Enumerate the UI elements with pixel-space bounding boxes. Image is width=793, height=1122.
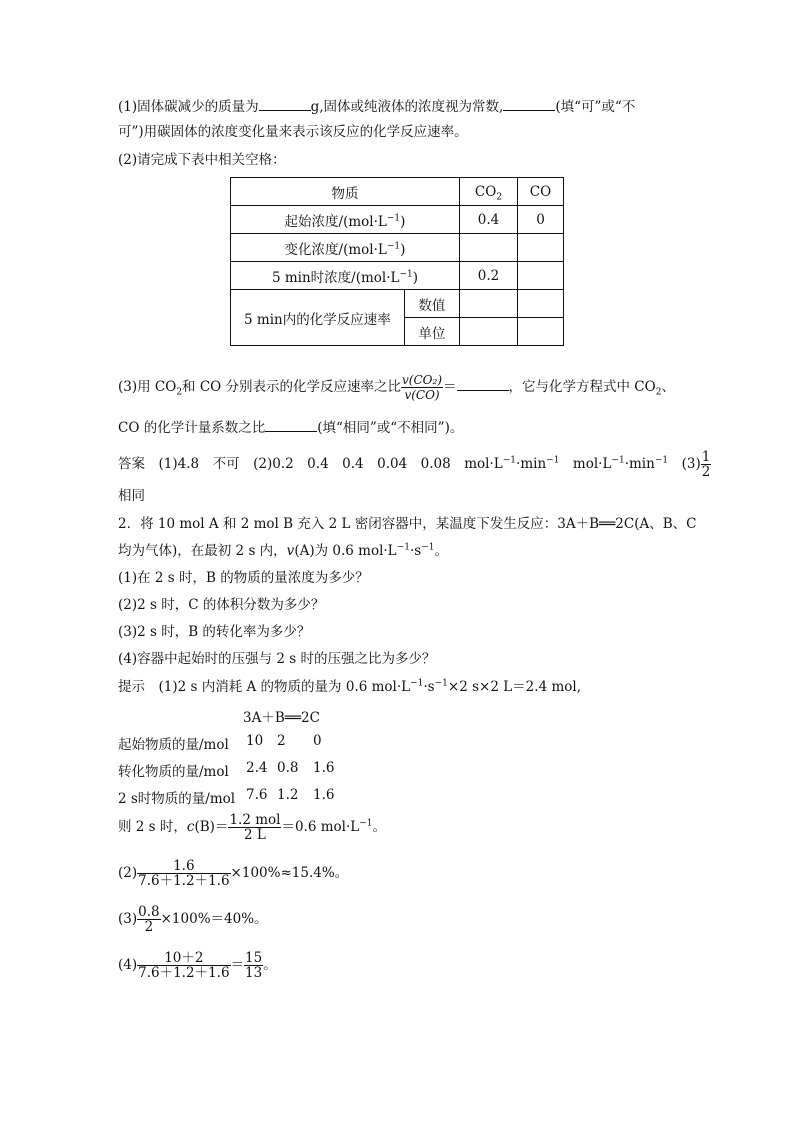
- cell-change-co2[interactable]: [460, 234, 518, 262]
- stoich-row-label: 2 s时物质的量/mol: [118, 791, 236, 807]
- a4-result-fraction: $\frac{15}{13}$: [245, 950, 263, 981]
- hint-line1: 提示 (1)2 s 内消耗 A 的物质的量为 0.6 $mol\cdot L^{-1}\cdot s^{-1}\times 2$ s×2 L＝2.4 mol,: [118, 678, 581, 695]
- cell-initial-co: 0: [518, 206, 564, 234]
- q1-line1: [118, 96, 635, 116]
- p2-q2: (2)2 s 时，C 的体积分数为多少？: [118, 597, 325, 613]
- table-row: [231, 290, 564, 318]
- stoich-cell: 2.4: [246, 760, 268, 776]
- stoich-row-label: 转化物质的量/mol: [118, 764, 229, 780]
- row-at5-label: 5 min时浓度$/(mol\cdot L^{-1})$: [231, 262, 460, 290]
- q2-label: (2)请完成下表中相关空格：: [118, 152, 286, 168]
- q3-line2: CO 的化学计量系数之比 (填“相同”或“不相同”)。: [118, 417, 463, 437]
- blank-ratio[interactable]: [457, 376, 509, 391]
- a3-fraction: $\frac{0.8}{2}$: [138, 904, 160, 935]
- p2-q4: (4)容器中起始时的压强与 2 s 时的压强之比为多少？: [118, 651, 436, 667]
- stoich-row-label: 起始物质的量/mol: [118, 737, 229, 753]
- blank-can[interactable]: [503, 96, 555, 111]
- stoich-cell: 7.6: [246, 787, 268, 803]
- blank-same[interactable]: [265, 417, 317, 432]
- cell-rate-value-co[interactable]: [518, 290, 564, 318]
- table-header-row: [231, 178, 564, 206]
- cell-rate-value-co2[interactable]: [460, 290, 518, 318]
- row-change-label: 变化浓度$/(mol\cdot L^{-1})$: [231, 234, 460, 262]
- concentration-table: [230, 177, 564, 346]
- hint-label: 提示: [118, 679, 145, 695]
- cb-line: 则 2 s 时，c(B)＝ $\frac{\text{1.2 mol}}{2 L}$ ＝0.6 $mol\cdot L^{-1}$。: [118, 812, 386, 843]
- stoich-cell: 0: [313, 733, 322, 749]
- stoich-cell: 0.8: [277, 760, 299, 776]
- answer-line: 答案 (1)4.8 不可 (2)0.2 0.4 0.4 0.04 0.08 $mol\cdot L^{-1}\cdot\min^{-1}$ $mol\cdot L^{-1}\cdot\min^{-1}$ (3) $\frac{1}{2}$: [118, 449, 711, 480]
- row-rate-value-label: 数值: [404, 290, 459, 318]
- p2-q1: (1)在 2 s 时，B 的物质的量浓度为多少？: [118, 570, 369, 586]
- p2-line2: 均为气体)，在最初 2 s 内，v(A)为 0.6 $mol\cdot L^{-1}\cdot s^{-1}$。: [118, 542, 448, 559]
- q1-line2: 可”)用碳固体的浓度变化量来表示该反应的化学反应速率。: [118, 124, 468, 140]
- answer-fraction: $\frac{1}{2}$: [701, 449, 711, 480]
- answer-label: 答案: [118, 456, 145, 472]
- a4-line: (4) $\frac{10+2}{7.6+1.2+1.6}$ ＝ $\frac{15}{13}$ 。: [118, 950, 277, 981]
- cell-initial-co2: 0.4: [460, 206, 518, 234]
- row-initial-label: 起始浓度$/(mol\cdot L^{-1})$: [231, 206, 460, 234]
- cell-at5-co2: 0.2: [460, 262, 518, 290]
- header-substance: 物质: [231, 178, 460, 206]
- table-row: [231, 206, 564, 234]
- p2-q3: (3)2 s 时，B 的转化率为多少？: [118, 624, 311, 640]
- q1-text-a: (1)固体碳减少的质量为: [118, 99, 259, 115]
- a4-fraction: $\frac{10+2}{7.6+1.2+1.6}$: [138, 950, 230, 981]
- cell-change-co[interactable]: [518, 234, 564, 262]
- reaction-equation: 3A＋B══2C: [243, 710, 320, 726]
- row-rate-label: 5 min内的化学反应速率: [231, 290, 405, 346]
- cell-at5-co[interactable]: [518, 262, 564, 290]
- cell-rate-unit-co[interactable]: [518, 318, 564, 346]
- q1-text-c: (填“可”或“不: [555, 99, 636, 115]
- stoich-cell: 1.2: [277, 787, 299, 803]
- q3-line1: (3)用 $CO_2$和 CO 分别表示的化学反应速率之比 $\frac{\text{v(CO₂)}}{v(CO)}$ ＝ ，它与化学方程式中 $CO_2$、: [118, 373, 675, 402]
- header-co2: $CO_2$: [460, 178, 518, 206]
- a2-fraction: $\frac{1.6}{7.6+1.2+1.6}$: [138, 858, 230, 889]
- p2-line1: 2．将 10 mol A 和 2 mol B 充入 2 L 密闭容器中，某温度下发生反应：3A＋B══2C(A、B、C: [118, 516, 697, 532]
- table-row: [231, 234, 564, 262]
- stoich-cell: 10: [246, 733, 264, 749]
- answer-line2: 相同: [118, 488, 145, 504]
- header-co: CO: [518, 178, 564, 206]
- row-rate-unit-label: 单位: [404, 318, 459, 346]
- a3-line: (3) $\frac{0.8}{2}$ ×100%＝40%。: [118, 904, 268, 935]
- stoich-cell: 1.6: [313, 787, 335, 803]
- stoich-cell: 2: [277, 733, 286, 749]
- blank-mass[interactable]: [259, 96, 311, 111]
- rate-ratio-fraction: $\frac{\text{v(CO₂)}}{v(CO)}$: [402, 373, 443, 402]
- cb-fraction: $\frac{\text{1.2 mol}}{2 L}$: [229, 812, 281, 843]
- a2-line: (2) $\frac{1.6}{7.6+1.2+1.6}$ ×100%≈15.4%。: [118, 858, 349, 889]
- stoich-cell: 1.6: [313, 760, 335, 776]
- table-row: [231, 262, 564, 290]
- q1-text-b: g,固体或纯液体的浓度视为常数,: [310, 99, 504, 115]
- cell-rate-unit-co2[interactable]: [460, 318, 518, 346]
